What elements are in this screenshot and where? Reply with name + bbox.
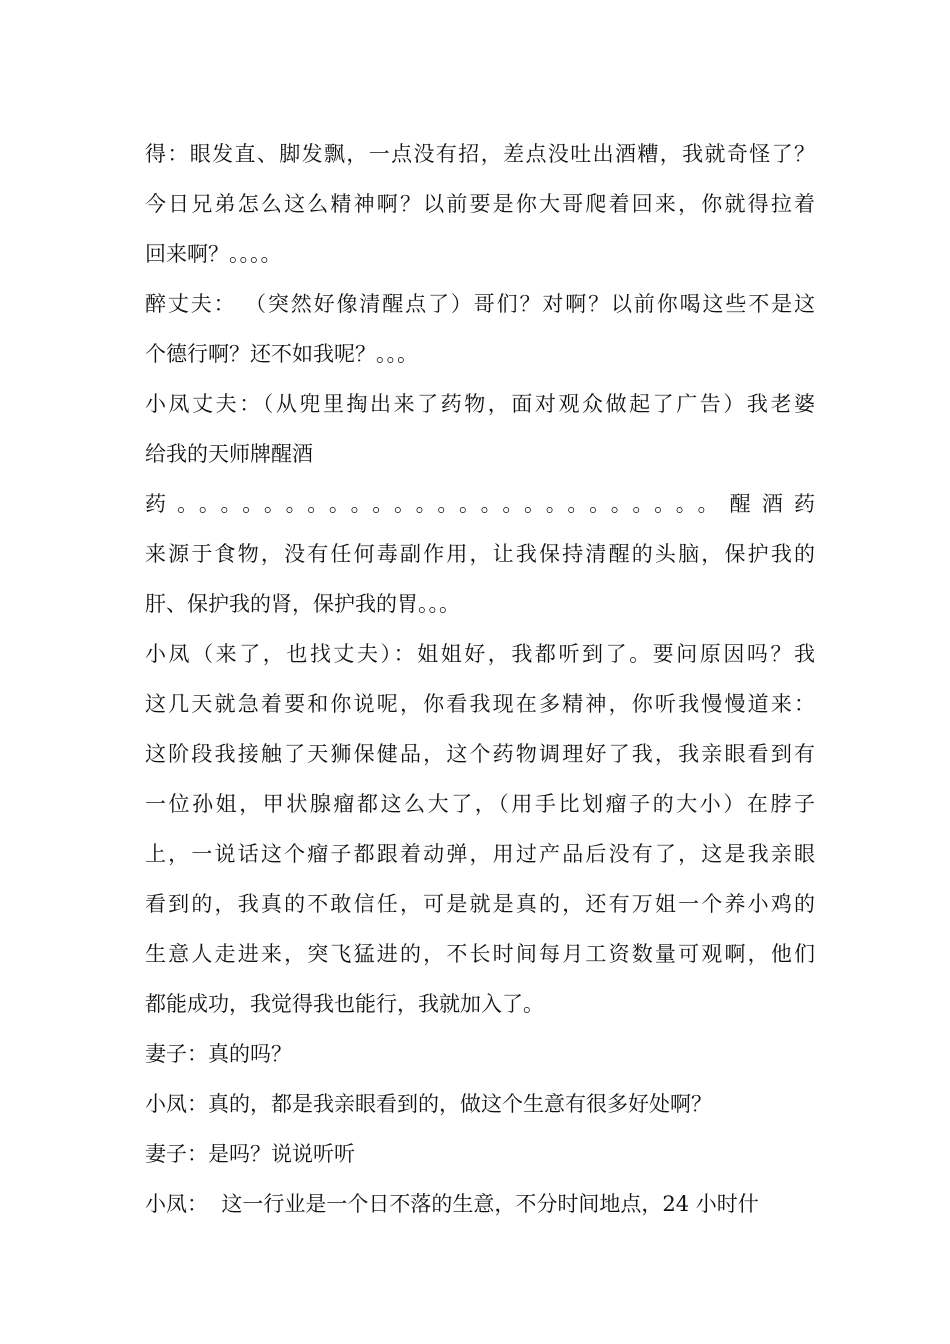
text-line: 肝、保护我的肾，保护我的胃。。。 xyxy=(145,592,460,616)
text-line: 生意人走进来，突飞猛进的，不长时间每月工资数量可观啊，他们 xyxy=(145,942,815,966)
text-line: 看到的，我真的不敢信任，可是就是真的，还有万姐一个养小鸡的 xyxy=(145,892,815,916)
text-line: 醉丈夫： （突然好像清醒点了）哥们？对啊？以前你喝这些不是这 xyxy=(145,292,815,316)
text-line: 药。。。。。。。。。。。。。。。。。。。。。。。。。醒酒药 xyxy=(145,492,815,516)
text-line: 这几天就急着要和你说呢，你看我现在多精神，你听我慢慢道来： xyxy=(145,692,815,716)
document-body xyxy=(145,129,815,1229)
text-line: 今日兄弟怎么这么精神啊？以前要是你大哥爬着回来，你就得拉着 xyxy=(145,192,815,216)
text-line: 得：眼发直、脚发飘，一点没有招，差点没吐出酒糟，我就奇怪了？ xyxy=(145,142,815,166)
text-line: 来源于食物，没有任何毒副作用，让我保持清醒的头脑，保护我的 xyxy=(145,542,815,566)
text-line: 小凤：真的，都是我亲眼看到的，做这个生意有很多好处啊？ xyxy=(145,1092,712,1116)
text-line: 个德行啊？还不如我呢？。。。 xyxy=(145,342,418,366)
text-line: 小凤（来了，也找丈夫）：姐姐好，我都听到了。要问原因吗？我 xyxy=(145,642,815,666)
text-line: 给我的天师牌醒酒 xyxy=(145,442,313,466)
text-line: 回来啊？。。。。 xyxy=(145,242,282,266)
text-line: 小凤丈夫：（从兜里掏出来了药物，面对观众做起了广告）我老婆 xyxy=(145,392,815,416)
text-line: 小凤： 这一行业是一个日不落的生意，不分时间地点，24 小时什 xyxy=(145,1192,759,1216)
text-line: 都能成功，我觉得我也能行，我就加入了。 xyxy=(145,992,544,1016)
text-line: 妻子：是吗？说说听听 xyxy=(145,1142,355,1166)
text-line: 一位孙姐，甲状腺瘤都这么大了，（用手比划瘤子的大小）在脖子 xyxy=(145,792,815,816)
text-line: 妻子：真的吗？ xyxy=(145,1042,292,1066)
text-line: 这阶段我接触了天狮保健品，这个药物调理好了我，我亲眼看到有 xyxy=(145,742,815,766)
text-line: 上，一说话这个瘤子都跟着动弹，用过产品后没有了，这是我亲眼 xyxy=(145,842,815,866)
